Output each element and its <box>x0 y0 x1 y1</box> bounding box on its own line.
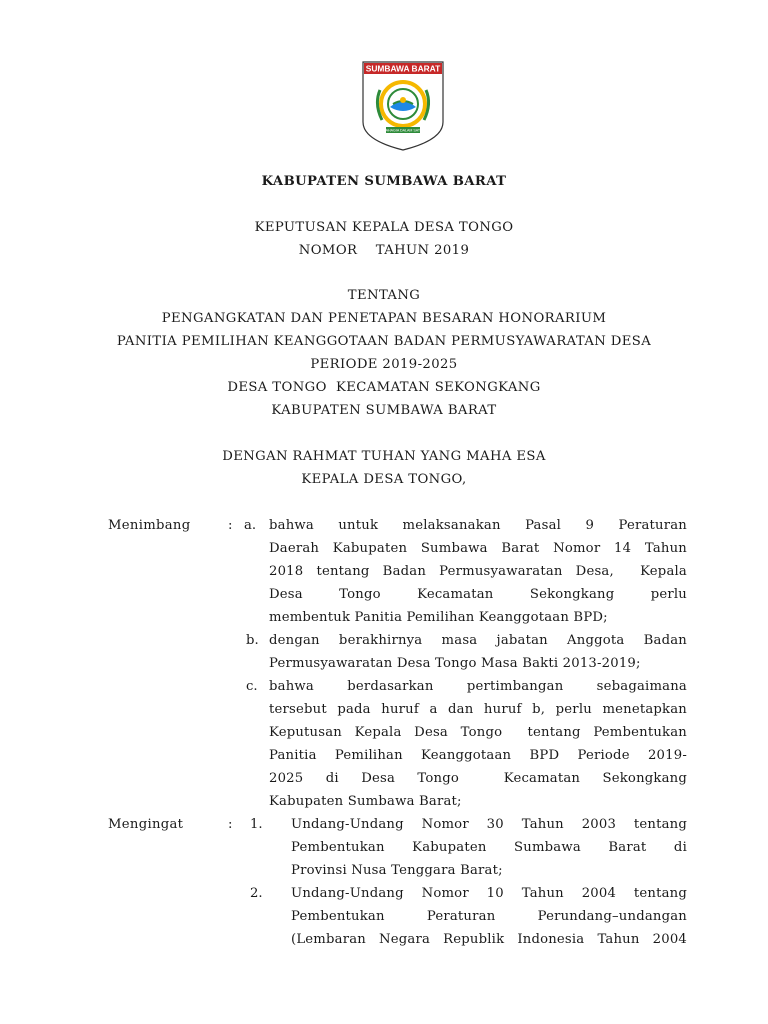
menimbang-label: Menimbang <box>108 518 191 533</box>
item-mark: b. <box>246 633 259 648</box>
invocation: DENGAN RAHMAT TUHAN YANG MAHA ESA <box>222 449 546 464</box>
region-heading: KABUPATEN SUMBAWA BARAT <box>261 174 507 189</box>
colon: : <box>228 518 233 533</box>
subject-line: PERIODE 2019-2025 <box>310 357 458 372</box>
issuer: KEPALA DESA TONGO, <box>301 472 467 487</box>
decree-title: KEPUTUSAN KEPALA DESA TONGO <box>254 220 514 235</box>
svg-text:SUMBAWA BARAT: SUMBAWA BARAT <box>365 63 441 74</box>
mengingat-label: Mengingat <box>108 817 184 832</box>
item-mark: a. <box>244 518 257 533</box>
sumbawa-barat-emblem <box>360 60 446 152</box>
mengingat-item-1: Undang-Undang Nomor 30 Tahun 2003 tentang Pembentukan Kabupaten Sumbawa Barat di Provinsi Nusa Tenggara Barat; <box>291 817 687 878</box>
about-label: TENTANG <box>347 288 421 303</box>
colon: : <box>228 817 233 832</box>
item-mark: 2. <box>250 886 263 901</box>
item-mark: 1. <box>250 817 263 832</box>
mengingat-item-2: Undang-Undang Nomor 10 Tahun 2004 tentang Pembentukan Peraturan Perundang–undangan (Lembaran Negara Republik Indonesia Tahun 2004 <box>291 886 687 947</box>
subject-line: PENGANGKATAN DAN PENETAPAN BESARAN HONORARIUM <box>161 311 607 326</box>
menimbang-item-c: bahwa berdasarkan pertimbangan sebagaimana tersebut pada huruf a dan huruf b, perlu menetapkan Keputusan Kepala Desa Tongo tentang Pembentukan Panitia Pemilihan Keanggotaan BPD Periode 2019- 2025 di Desa Tongo Kecamatan Sekongkang Kabupaten Sumbawa Barat; <box>269 679 687 809</box>
item-mark: c. <box>246 679 258 694</box>
menimbang-item-a: bahwa untuk melaksanakan Pasal 9 Peraturan Daerah Kabupaten Sumbawa Barat Nomor 14 Tahun 2018 tentang Badan Permusyawaratan Desa, Kepala Desa Tongo Kecamatan Sekongkang perlu membentuk Panitia Pemilihan Keanggotaan BPD; <box>269 518 687 625</box>
menimbang-item-b: dengan berakhirnya masa jabatan Anggota Badan Permusyawaratan Desa Tongo Masa Bakti 2013-2019; <box>269 633 687 671</box>
svg-text:BAHAGIA DALAM SATU: BAHAGIA DALAM SATU <box>383 128 423 133</box>
decree-number: NOMOR TAHUN 2019 <box>298 243 470 258</box>
subject-line: KABUPATEN SUMBAWA BARAT <box>271 403 497 418</box>
subject-line: PANITIA PEMILIHAN KEANGGOTAAN BADAN PERMUSYAWARATAN DESA <box>116 334 652 349</box>
subject-line: DESA TONGO KECAMATAN SEKONGKANG <box>227 380 541 395</box>
